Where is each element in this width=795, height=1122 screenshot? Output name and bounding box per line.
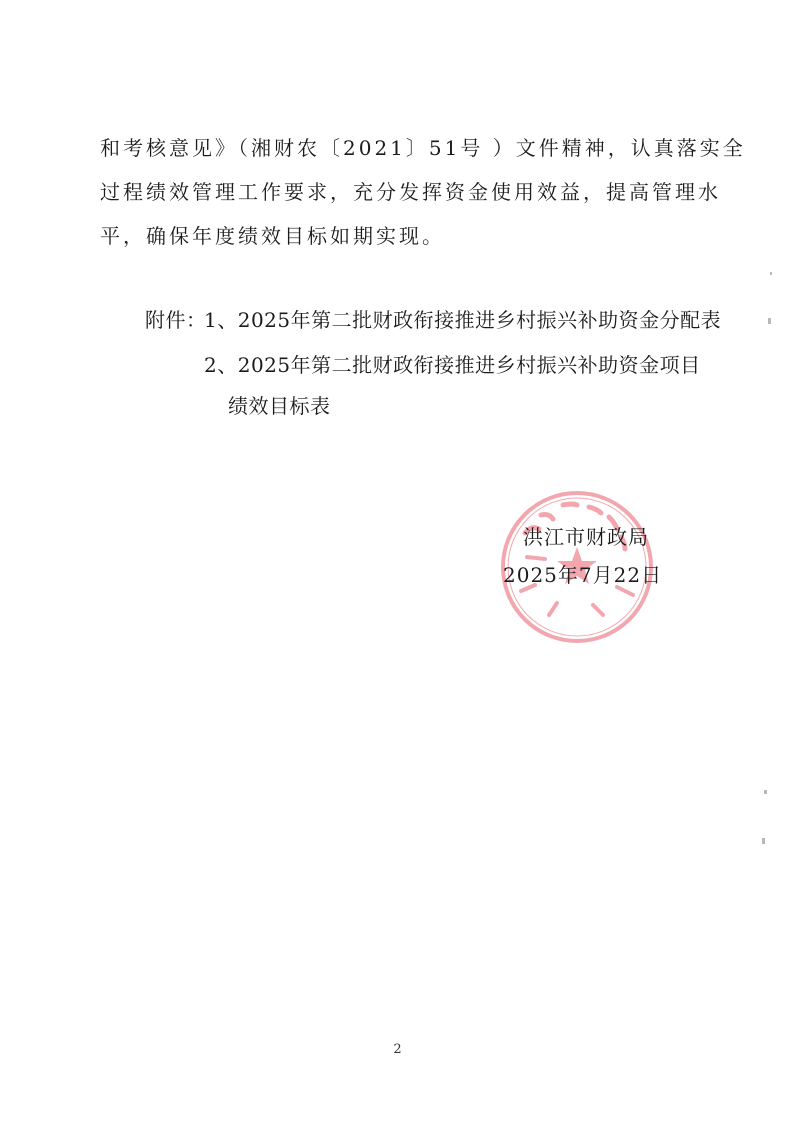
signing-organization: 洪江市财政局 bbox=[523, 525, 649, 549]
body-line: 平，确保年度绩效目标如期实现。 bbox=[100, 224, 445, 248]
signing-date: 2025年7月22日 bbox=[503, 563, 663, 587]
attachment-item-continuation: 绩效目标表 bbox=[228, 394, 331, 418]
scan-speck bbox=[768, 318, 771, 324]
signature-block bbox=[503, 518, 662, 594]
scan-speck bbox=[764, 790, 767, 794]
scan-speck bbox=[770, 272, 772, 275]
body-line: 过程绩效管理工作要求，充分发挥资金使用效益，提高管理水 bbox=[100, 180, 721, 204]
body-line: 和考核意见》（湘财农〔2021〕51号 ）文件精神，认真落实全 bbox=[100, 136, 746, 160]
body-paragraph bbox=[100, 126, 746, 258]
page-number: 2 bbox=[393, 1042, 402, 1057]
attachment-item: 2、2025年第二批财政衔接推进乡村振兴补助资金项目 bbox=[204, 353, 701, 377]
attachments-label: 附件： bbox=[145, 308, 207, 332]
scan-speck bbox=[762, 838, 765, 844]
attachment-item: 1、2025年第二批财政衔接推进乡村振兴补助资金分配表 bbox=[204, 308, 722, 332]
